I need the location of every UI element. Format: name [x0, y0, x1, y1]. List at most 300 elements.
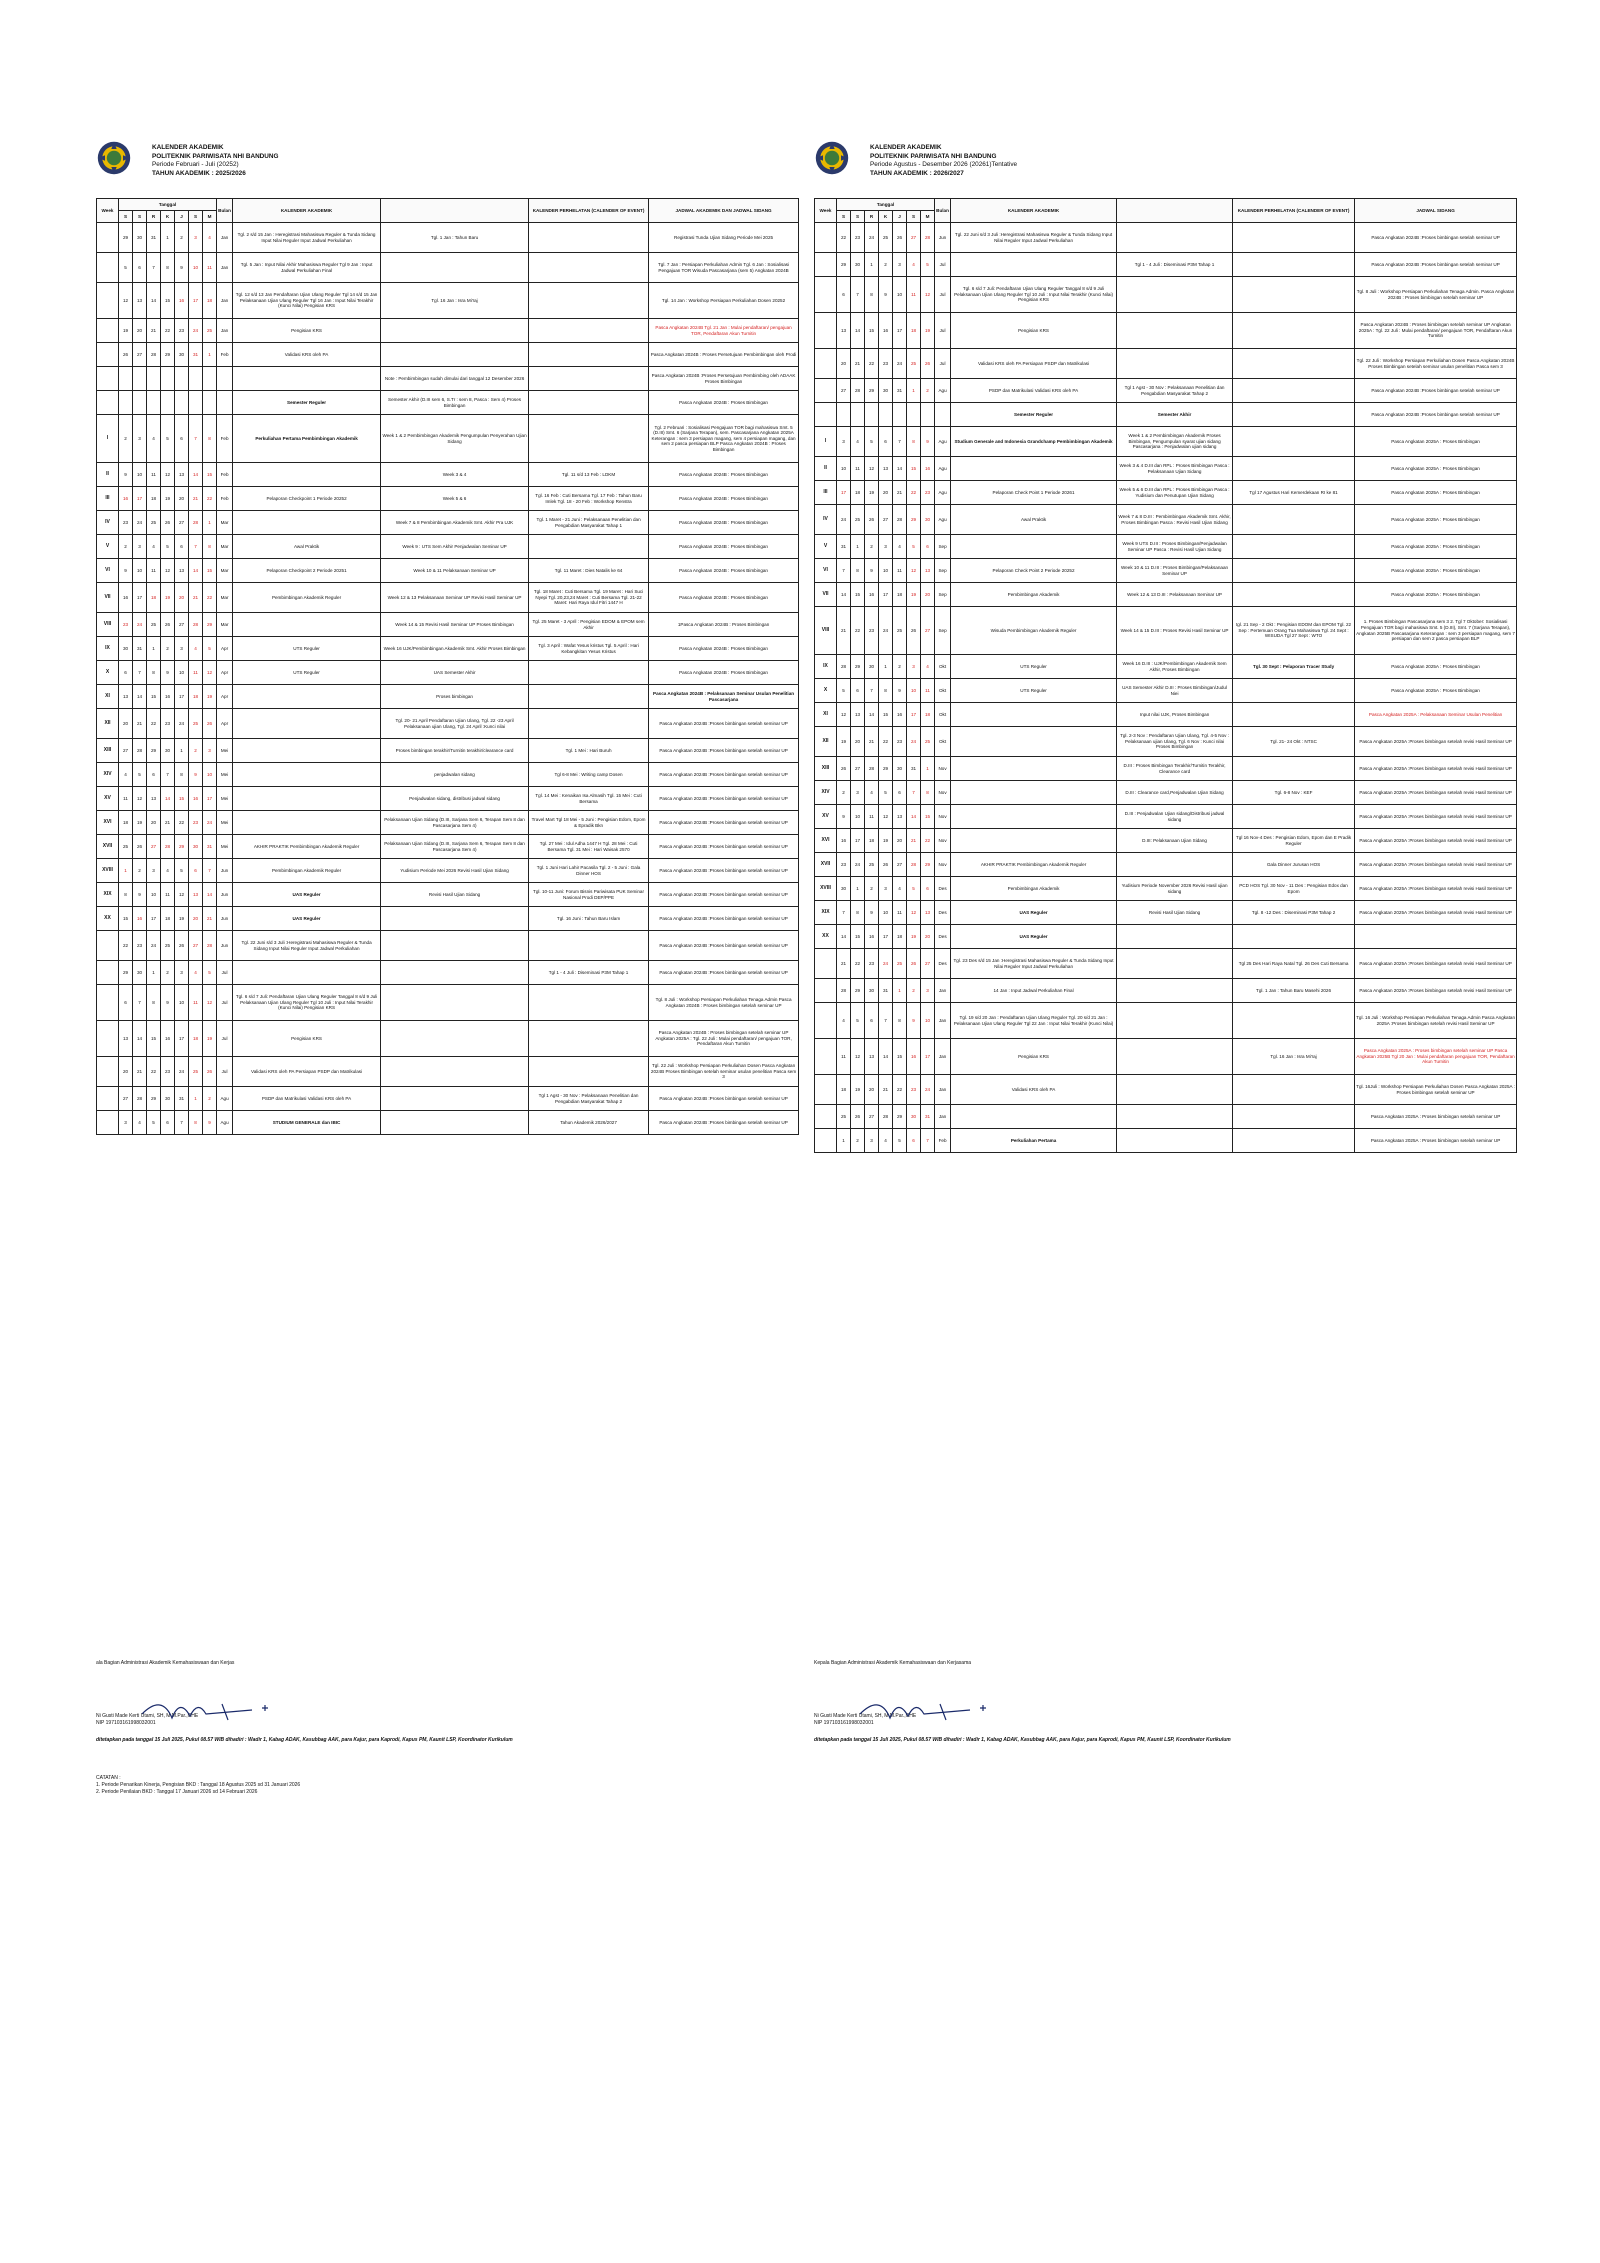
month-cell: Agu: [935, 481, 951, 505]
academic-calendar-cell: Pembimbingan Akademik Reguler: [233, 859, 381, 883]
date-cell: 23: [907, 1075, 921, 1105]
date-cell: 24: [203, 811, 217, 835]
semester-akhir-cell: Yudisium Periode November 2026 Revisi Hasil ujian sidang: [1117, 877, 1233, 901]
event-calendar-cell: Tgl. 21- 24 Okt : NTSC: [1233, 727, 1355, 757]
date-cell: 20: [119, 1057, 133, 1087]
date-cell: 25: [907, 349, 921, 379]
month-cell: Jan: [935, 1003, 951, 1039]
date-cell: 11: [921, 679, 935, 703]
date-cell: 31: [147, 223, 161, 253]
month-cell: Nov: [935, 853, 951, 877]
week-number: IX: [815, 655, 837, 679]
date-cell: 9: [161, 661, 175, 685]
semester-akhir-cell: [381, 343, 529, 367]
date-cell: 13: [189, 883, 203, 907]
week-number: VI: [815, 559, 837, 583]
month-cell: Jul: [217, 1021, 233, 1057]
week-number: XX: [97, 907, 119, 931]
semester-akhir-cell: [1117, 1105, 1233, 1129]
date-cell: 11: [851, 457, 865, 481]
calendar-row: [815, 727, 1517, 757]
semester-akhir-cell: [1117, 925, 1233, 949]
left-header: [96, 138, 798, 194]
date-cell: 29: [119, 223, 133, 253]
date-cell: 22: [161, 319, 175, 343]
col-kalender-akademik: KALENDER AKADEMIK: [233, 199, 381, 223]
date-cell: 3: [175, 637, 189, 661]
date-cell: 6: [119, 985, 133, 1021]
academic-calendar-cell: AKHIR PRAKTIK Pembimbingan Akademik Reguler: [951, 853, 1117, 877]
academic-calendar-cell: [951, 781, 1117, 805]
date-cell: 9: [189, 763, 203, 787]
date-cell: 28: [837, 979, 851, 1003]
week-number: XVII: [97, 835, 119, 859]
date-cell: 31: [175, 1087, 189, 1111]
event-calendar-cell: Tgl. 11 s/d 13 Feb : LDKM: [529, 463, 649, 487]
calendar-row: [815, 805, 1517, 829]
academic-calendar-cell: Perkuliahan Pertama: [951, 1129, 1117, 1153]
month-cell: Apr: [217, 709, 233, 739]
date-cell: 24: [879, 949, 893, 979]
month-cell: Agu: [935, 505, 951, 535]
date-cell: 14: [189, 463, 203, 487]
month-cell: Feb: [217, 343, 233, 367]
schedule-cell: Pasca Angkatan 2024B : Proses Bimbingan: [649, 391, 799, 415]
date-cell: 12: [865, 457, 879, 481]
date-cell: 22: [203, 583, 217, 613]
month-cell: Jan: [217, 253, 233, 283]
notes-item: 2. Periode Penilaian BKD : Tanggal 17 Januari 2026 sd 14 Februari 2026: [96, 1789, 258, 1796]
date-cell: 9: [133, 883, 147, 907]
date-cell: 31: [203, 835, 217, 859]
date-cell: 24: [921, 1075, 935, 1105]
date-cell: 31: [133, 637, 147, 661]
week-number: III: [815, 481, 837, 505]
semester-akhir-cell: Week 16 UJK/Pembimbingan Akademik Smt. Akhir Proses Bimbingan: [381, 637, 529, 661]
day-header: J: [893, 211, 907, 223]
week-number: XIII: [815, 757, 837, 781]
academic-calendar-cell: Wisuda Pembimbingan Akademik Reguler: [951, 607, 1117, 655]
notes-section: [96, 1775, 300, 1797]
schedule-cell: Pasca Angkatan 2024B : Proses Bimbingan: [649, 487, 799, 511]
date-cell: 13: [119, 685, 133, 709]
semester-akhir-cell: Semester Akhir: [1117, 403, 1233, 427]
date-cell: 18: [893, 925, 907, 949]
date-cell: 16: [879, 313, 893, 349]
date-cell: 23: [921, 481, 935, 505]
date-cell: 4: [147, 535, 161, 559]
date-cell: 24: [907, 727, 921, 757]
date-cell: 25: [119, 835, 133, 859]
week-number: [97, 253, 119, 283]
month-cell: Apr: [217, 661, 233, 685]
event-calendar-cell: Tgl. 18 Maret : Cuti Bersama Tgl. 19 Maret : Hari Suci Nyepi Tgl. 20,23,24 Maret : Cuti Bersama Tgl. 21-22 Maret: Hari Raya Idul Fitri 1447 H: [529, 583, 649, 613]
date-cell: 19: [921, 313, 935, 349]
date-cell: 17: [175, 1021, 189, 1057]
date-cell: 1: [119, 859, 133, 883]
calendar-row: [97, 319, 799, 343]
day-header: S: [189, 211, 203, 223]
date-cell: 21: [203, 907, 217, 931]
date-cell: 7: [189, 415, 203, 463]
date-cell: 4: [161, 859, 175, 883]
date-cell: 20: [119, 709, 133, 739]
date-cell: 30: [907, 1105, 921, 1129]
event-calendar-cell: Gala Dinner Jurusan HOS: [1233, 853, 1355, 877]
academic-calendar-cell: AKHIR PRAKTIK Pembimbingan Akademik Reguler: [233, 835, 381, 859]
date-cell: 17: [879, 583, 893, 607]
schedule-cell: Pasca Angkatan 2024B :Proses bimbingan setelah seminar UP: [649, 859, 799, 883]
date-cell: [133, 367, 147, 391]
calendar-row: [815, 949, 1517, 979]
month-cell: Nov: [935, 757, 951, 781]
date-cell: 15: [865, 313, 879, 349]
date-cell: 25: [189, 709, 203, 739]
date-cell: 20: [921, 583, 935, 607]
schedule-cell: Pasca Angkatan 2024B : Proses Bimbingan: [649, 463, 799, 487]
date-cell: 29: [851, 655, 865, 679]
date-cell: 12: [907, 901, 921, 925]
month-cell: Jan: [935, 1039, 951, 1075]
week-number: XIV: [815, 781, 837, 805]
semester-akhir-cell: UAS Semester Akhir D.III : Proses Bimbingan/Judul Niei: [1117, 679, 1233, 703]
date-cell: 16: [119, 583, 133, 613]
date-cell: 22: [203, 487, 217, 511]
date-cell: 30: [175, 343, 189, 367]
semester-akhir-cell: Pelaksanaan Ujian Sidang (D.III, Sarjana Sem 6, Terapan Sem 8 dan Pascasarjana Sem 4): [381, 835, 529, 859]
semester-akhir-cell: Week 5 & 6: [381, 487, 529, 511]
date-cell: 2: [879, 253, 893, 277]
date-cell: 1: [161, 223, 175, 253]
week-number: [815, 223, 837, 253]
month-cell: Jun: [217, 859, 233, 883]
date-cell: 19: [907, 583, 921, 607]
month-cell: Mar: [217, 559, 233, 583]
date-cell: 8: [879, 679, 893, 703]
date-cell: 27: [893, 853, 907, 877]
event-calendar-cell: [1233, 559, 1355, 583]
calendar-row: [97, 583, 799, 613]
calendar-row: [97, 1111, 799, 1135]
week-number: XVII: [815, 853, 837, 877]
month-cell: Jun: [217, 931, 233, 961]
date-cell: 29: [119, 961, 133, 985]
month-cell: Apr: [217, 685, 233, 709]
date-cell: 29: [865, 379, 879, 403]
left-header-title: KALENDER AKADEMIK: [152, 144, 224, 151]
date-cell: 23: [119, 511, 133, 535]
month-cell: Mar: [217, 613, 233, 637]
date-cell: 26: [879, 853, 893, 877]
semester-akhir-cell: Note : Pembimbingan sudah dimulai dari tanggal 12 Desember 2026: [381, 367, 529, 391]
date-cell: 4: [921, 655, 935, 679]
schedule-cell: Pasca Angkatan 2024B :Proses bimbingan setelah seminar UP: [1355, 223, 1517, 253]
event-calendar-cell: Tgl. 16 Feb : Cuti Bersama Tgl. 17 Feb : Tahun Baru Imlek Tgl. 18 - 20 Feb : Workshop Renstra: [529, 487, 649, 511]
date-cell: 3: [133, 415, 147, 463]
date-cell: 27: [865, 1105, 879, 1129]
date-cell: 18: [921, 703, 935, 727]
date-cell: 21: [893, 481, 907, 505]
date-cell: 10: [189, 253, 203, 283]
academic-calendar-cell: Studium Generale and Indonesia Grandchamp Pembimbingan Akademik: [951, 427, 1117, 457]
academic-calendar-cell: [951, 829, 1117, 853]
calendar-row: [97, 487, 799, 511]
date-cell: 23: [851, 223, 865, 253]
calendar-row: [815, 607, 1517, 655]
event-calendar-cell: Tgl. 10-11 Juni: Forum Bisnis Pariwisata PUK Seminar Nasional Prodi DEP/PPE: [529, 883, 649, 907]
date-cell: 6: [851, 679, 865, 703]
semester-akhir-cell: [381, 907, 529, 931]
calendar-row: [815, 757, 1517, 781]
month-cell: [935, 403, 951, 427]
date-cell: 26: [119, 343, 133, 367]
schedule-cell: Pasca Angkatan 2025A :Proses bimbingan setelah revisi Hasil Seminar UP: [1355, 853, 1517, 877]
date-cell: 5: [133, 763, 147, 787]
semester-akhir-cell: [381, 1111, 529, 1135]
date-cell: 26: [161, 613, 175, 637]
calendar-row: [815, 1129, 1517, 1153]
date-cell: 4: [907, 253, 921, 277]
semester-akhir-cell: [381, 1057, 529, 1087]
schedule-cell: Pasca Angkatan 2025A : Proses Bimbingan: [1355, 535, 1517, 559]
col-kalender-perhelatan: KALENDER PERHELATAN (CALENDER OF EVENT): [1233, 199, 1355, 223]
date-cell: 31: [921, 1105, 935, 1129]
col-week: Week: [815, 199, 837, 223]
month-cell: Jul: [935, 349, 951, 379]
day-header: S: [119, 211, 133, 223]
schedule-cell: Pasca Angkatan 2025A : Proses bimbingan setelah seminar UP: [1355, 1105, 1517, 1129]
week-number: [97, 1021, 119, 1057]
academic-calendar-cell: Validasi KRS oleh PA Persiapan PSDP dan Matrikulasi: [951, 349, 1117, 379]
date-cell: 6: [175, 535, 189, 559]
semester-akhir-cell: Tgl. 2-3 Nov : Pendaftaran Ujian Ulang, Tgl. 4-5 Nov : Pelaksanaan ujian Ulang, Tgl. 6 Nov : Kunci nilai Proses Bimbingan: [1117, 727, 1233, 757]
schedule-cell: Tgl. 2 Februari : Sosialisasi Pengajuan TOR bagi mahasiswa Smt. 5 (D.III) Smt. 6 (Sarjana Terapan), sem. Pascasarjana Angkatan 2025A Keterangan : sem 3 persiapan magang, sem 4 persiapan magang, dan sem 2 pasca persiapan BLP Pasca Angkatan 2024B : Proses Bimbingan: [649, 415, 799, 463]
calendar-row: [97, 961, 799, 985]
date-cell: 13: [893, 805, 907, 829]
schedule-cell: Pasca Angkatan 2024B : Pelaksanaan Seminar Usulan Penelitian Pascasarjana: [649, 685, 799, 709]
semester-akhir-cell: Week 10 & 11 D.III : Proses Bimbingan/Pelaksanaan Seminar UP: [1117, 559, 1233, 583]
event-calendar-cell: [1233, 679, 1355, 703]
date-cell: 24: [879, 607, 893, 655]
date-cell: 14: [879, 1039, 893, 1075]
date-cell: 11: [161, 883, 175, 907]
semester-akhir-cell: [381, 319, 529, 343]
date-cell: 10: [837, 457, 851, 481]
right-header: [814, 138, 1516, 194]
calendar-row: [97, 511, 799, 535]
date-cell: 22: [119, 931, 133, 961]
semester-akhir-cell: Week 7 & 8 D.III : Pembimbingan Akademik Smt. Akhir, Proses Bimbingan Pasca : Revisi Hasil Ujian Sidang: [1117, 505, 1233, 535]
date-cell: 8: [203, 415, 217, 463]
date-cell: 23: [175, 319, 189, 343]
date-cell: 19: [203, 1021, 217, 1057]
semester-akhir-cell: [1117, 1075, 1233, 1105]
date-cell: [879, 403, 893, 427]
event-calendar-cell: [1233, 1129, 1355, 1153]
month-cell: Mar: [217, 511, 233, 535]
col-tanggal: Tanggal: [119, 199, 217, 211]
schedule-cell: Pasca Angkatan 2025A :Proses bimbingan setelah revisi Hasil Seminar UP: [1355, 901, 1517, 925]
date-cell: 18: [837, 1075, 851, 1105]
date-cell: 23: [865, 949, 879, 979]
week-number: [97, 1057, 119, 1087]
schedule-cell: Pasca Angkatan 2024B : Proses Bimbingan: [649, 559, 799, 583]
academic-calendar-cell: [951, 703, 1117, 727]
date-cell: 27: [189, 931, 203, 961]
date-cell: 20: [175, 583, 189, 613]
date-cell: 14: [133, 685, 147, 709]
semester-akhir-cell: [381, 985, 529, 1021]
date-cell: 19: [119, 319, 133, 343]
date-cell: 21: [837, 949, 851, 979]
date-cell: 4: [203, 223, 217, 253]
calendar-row: [97, 811, 799, 835]
date-cell: 20: [837, 349, 851, 379]
col-week: Week: [97, 199, 119, 223]
week-number: [97, 1111, 119, 1135]
date-cell: [865, 403, 879, 427]
date-cell: 11: [119, 787, 133, 811]
semester-akhir-cell: Tgl. 20- 21 April Pendaftaran Ujian Ulang, Tgl. 22 -23 April Pelaksanaan ujian Ulang, Tgl. 24 April :Kunci nilai: [381, 709, 529, 739]
calendar-row: [97, 985, 799, 1021]
week-number: XI: [815, 703, 837, 727]
calendar-row: [815, 403, 1517, 427]
date-cell: 26: [865, 505, 879, 535]
event-calendar-cell: Tgl. 1 Mei : Hari Buruh: [529, 739, 649, 763]
week-number: III: [97, 487, 119, 511]
academic-calendar-cell: Validasi KRS oleh PA Persiapan PSDP dan Matrikulasi: [233, 1057, 381, 1087]
date-cell: 9: [907, 1003, 921, 1039]
date-cell: 1: [147, 961, 161, 985]
date-cell: 8: [147, 661, 161, 685]
date-cell: 11: [189, 661, 203, 685]
date-cell: 15: [175, 787, 189, 811]
notes-item: 1. Periode Penarikan Kinerja, Pengisian BKD : Tanggal 18 Agustus 2025 sd 31 Januari 2026: [96, 1782, 301, 1789]
schedule-cell: Pasca Angkatan 2024B : Proses Bimbingan: [649, 583, 799, 613]
semester-akhir-cell: Week 16 D.III : UJK/Pembimbingan Akademik Sem Akhir, Proses Bimbingan: [1117, 655, 1233, 679]
calendar-row: [815, 427, 1517, 457]
calendar-row: [815, 979, 1517, 1003]
date-cell: 14: [851, 313, 865, 349]
date-cell: 20: [175, 487, 189, 511]
date-cell: 12: [203, 985, 217, 1021]
calendar-row: [97, 763, 799, 787]
date-cell: 3: [879, 877, 893, 901]
semester-akhir-cell: penjadwalan sidang: [381, 763, 529, 787]
event-calendar-cell: Tgl 16 Nov-4 Des : Pengisian Edom, Epom dan E Pradik Reguler: [1233, 829, 1355, 853]
date-cell: 16: [921, 457, 935, 481]
event-calendar-cell: [529, 319, 649, 343]
event-calendar-cell: Tgl. 6-8 Nov : KEF: [1233, 781, 1355, 805]
date-cell: 9: [893, 679, 907, 703]
date-cell: 24: [175, 1057, 189, 1087]
event-calendar-cell: Tgl. 8 -12 Des : Diseminasi P3M Tahap 2: [1233, 901, 1355, 925]
date-cell: 8: [851, 901, 865, 925]
date-cell: 10: [879, 901, 893, 925]
date-cell: 23: [893, 727, 907, 757]
date-cell: 4: [133, 1111, 147, 1135]
schedule-cell: Pasca Angkatan 2024B Tgl. 21 Jan : Mulai pendaftaran/ pengajuan TOR, Pendaftaran Akun Turnitin: [649, 319, 799, 343]
date-cell: 21: [147, 319, 161, 343]
date-cell: 21: [189, 583, 203, 613]
academic-calendar-cell: Pengisian KRS: [951, 1039, 1117, 1075]
event-calendar-cell: tgl. 21 Sep - 2 Okt : Pengisian EDOM dan EPOM Tgl. 22 Sep : Pertemuan Orang Tua Mahasiswa Tgl. 24 Sept : WISUDA Tgl 27 Sept : WTO: [1233, 607, 1355, 655]
date-cell: 5: [837, 679, 851, 703]
month-cell: Mar: [217, 535, 233, 559]
date-cell: 8: [189, 1111, 203, 1135]
calendar-row: [815, 223, 1517, 253]
week-number: [815, 313, 837, 349]
semester-akhir-cell: [381, 931, 529, 961]
date-cell: 29: [893, 1105, 907, 1129]
academic-calendar-cell: Tgl. 22 Juni s/d 3 Juli :Heregistrasi Mahasiswa Reguler & Tunda Sidang Input Nilai Reguler Input Jadwal Perkuliahan: [233, 931, 381, 961]
date-cell: 10: [907, 679, 921, 703]
week-number: [815, 1075, 837, 1105]
month-cell: Feb: [217, 463, 233, 487]
academic-calendar-cell: Tgl. 6 s/d 7 Juli: Pendaftaran Ujian Ulang Reguler Tanggal 8 s/d 9 Juli Pelaksanaan Ujian Ulang Reguler Tgl 10 Juli : Input Nilai Terakhir (Kunci Nilai) Pengisian KRS: [233, 985, 381, 1021]
date-cell: 18: [119, 811, 133, 835]
event-calendar-cell: [1233, 757, 1355, 781]
calendar-row: [97, 367, 799, 391]
date-cell: 20: [851, 727, 865, 757]
month-cell: Jan: [217, 283, 233, 319]
semester-akhir-cell: Week 14 & 15 D.III : Proses Revisi Hasil Seminar UP: [1117, 607, 1233, 655]
event-calendar-cell: [529, 661, 649, 685]
event-calendar-cell: [1233, 403, 1355, 427]
date-cell: 23: [865, 607, 879, 655]
date-cell: 4: [119, 763, 133, 787]
date-cell: 17: [837, 481, 851, 505]
month-cell: Jun: [217, 907, 233, 931]
date-cell: 20: [189, 907, 203, 931]
date-cell: 1: [175, 739, 189, 763]
date-cell: 28: [133, 1087, 147, 1111]
semester-akhir-cell: Week 3 & 4: [381, 463, 529, 487]
date-cell: 25: [147, 613, 161, 637]
event-calendar-cell: Tgl. 27 Mei : Idul Adha 1447 H Tgl. 28 Mei : Cuti Bersama Tgl. 31 Mei : Hari Waisak 2570: [529, 835, 649, 859]
date-cell: 21: [161, 811, 175, 835]
schedule-cell: Pasca Angkatan 2024B :Proses bimbingan setelah seminar UP: [649, 883, 799, 907]
academic-calendar-cell: Pelaporan Check Point 1 Periode 20261: [951, 481, 1117, 505]
week-number: VIII: [97, 613, 119, 637]
date-cell: 28: [203, 931, 217, 961]
event-calendar-cell: [529, 253, 649, 283]
week-number: IV: [97, 511, 119, 535]
date-cell: 17: [203, 787, 217, 811]
semester-akhir-cell: Week 10 & 11 Pelaksanaan Seminar UP: [381, 559, 529, 583]
date-cell: 1: [865, 253, 879, 277]
week-number: [97, 961, 119, 985]
date-cell: 22: [147, 1057, 161, 1087]
date-cell: 12: [175, 883, 189, 907]
schedule-cell: Pasca Angkatan 2024B :Proses bimbingan setelah seminar UP: [649, 1087, 799, 1111]
date-cell: 28: [837, 655, 851, 679]
date-cell: 8: [921, 781, 935, 805]
date-cell: 15: [851, 583, 865, 607]
date-cell: 2: [893, 655, 907, 679]
calendar-row: [97, 535, 799, 559]
date-cell: 12: [907, 559, 921, 583]
academic-calendar-cell: Tgl. 12 s/d 13 Jan Pendaftaran Ujian Ulang Reguler Tgl 14 s/d 15 Jan Pelaksanaan Ujian Ulang Reguler Tgl 16 Jan : Input Nilai Terakhir (Kunci Nilai) Pengisian KRS: [233, 283, 381, 319]
date-cell: 25: [189, 1057, 203, 1087]
day-header: M: [921, 211, 935, 223]
semester-akhir-cell: D.III : Penjadwalan Ujian sidang/Distribusi jadwal sidang: [1117, 805, 1233, 829]
date-cell: 3: [133, 535, 147, 559]
date-cell: 7: [921, 1129, 935, 1153]
week-number: XVI: [97, 811, 119, 835]
week-number: VIII: [815, 607, 837, 655]
date-cell: 1: [203, 511, 217, 535]
